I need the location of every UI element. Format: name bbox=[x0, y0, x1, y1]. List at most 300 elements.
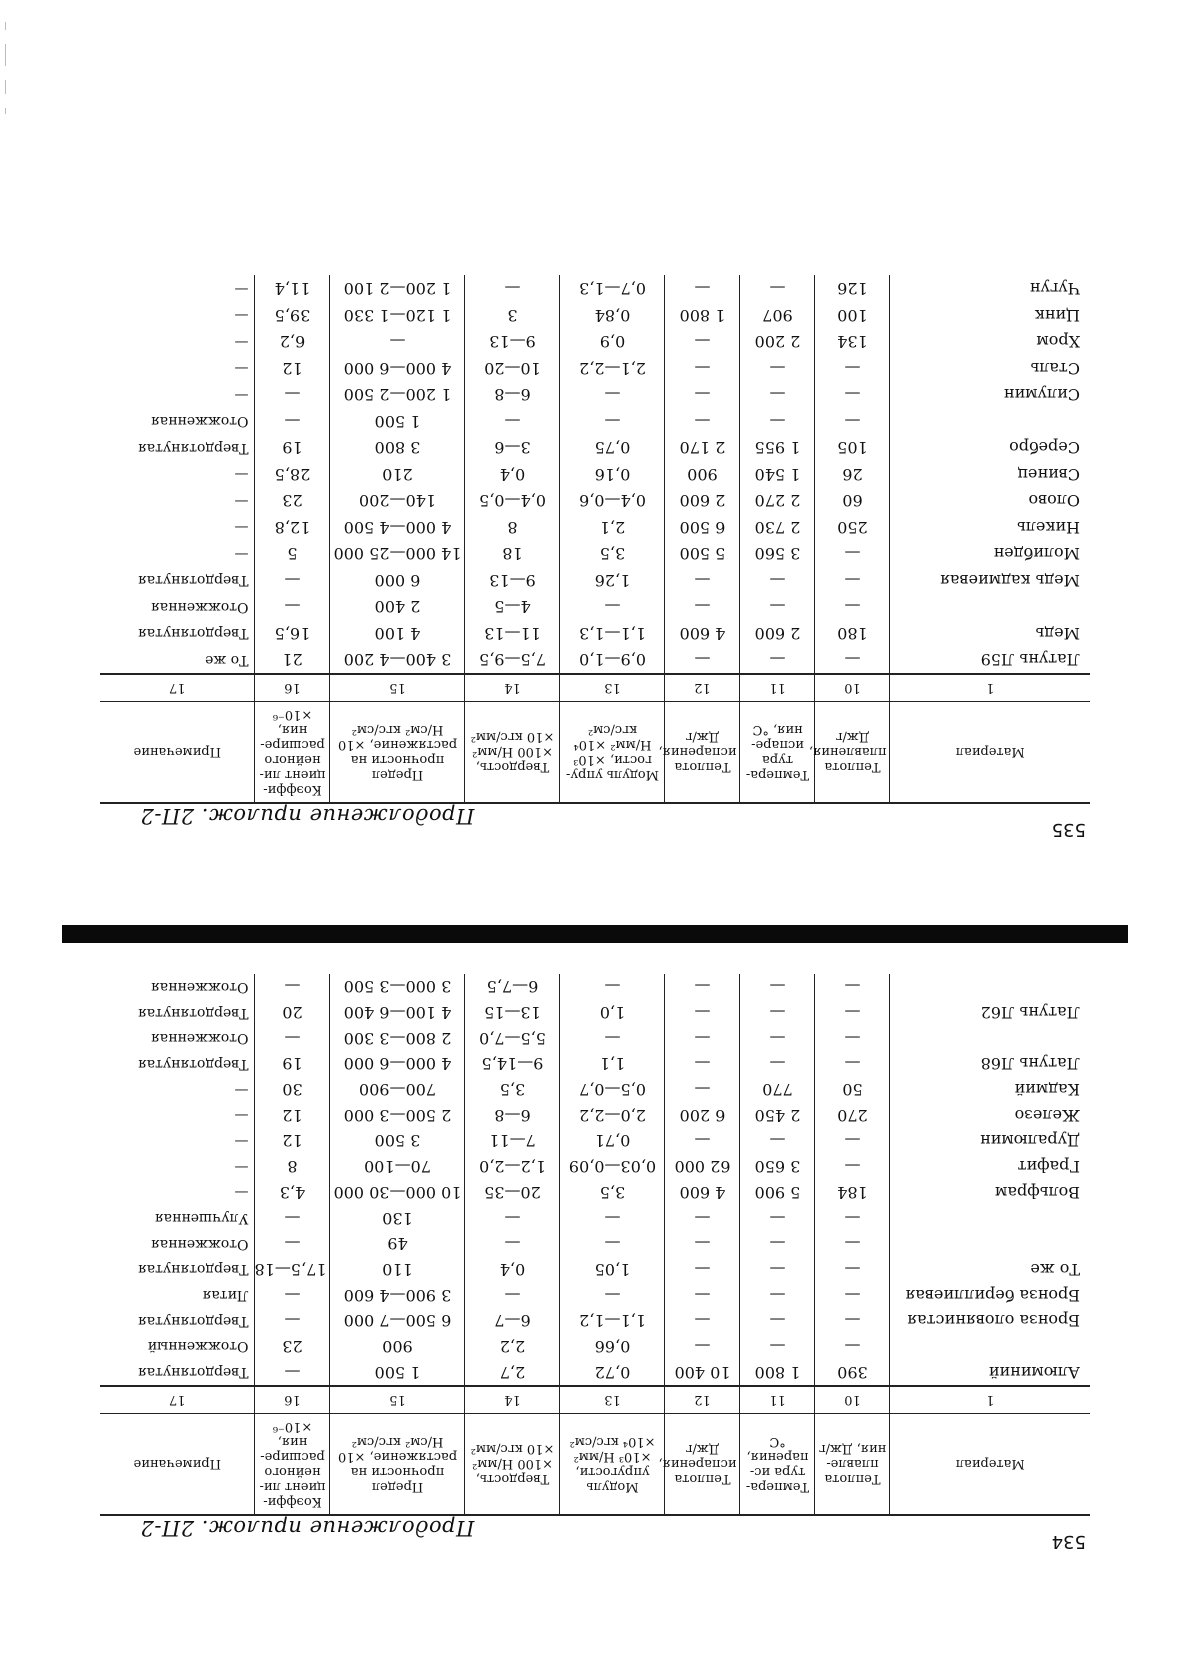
table-cell: Отожженная bbox=[100, 974, 255, 1000]
table-cell: — bbox=[665, 408, 740, 435]
materials-table-534 bbox=[100, 974, 1090, 1516]
table-cell: 180 bbox=[815, 620, 890, 647]
page-535-rotated bbox=[100, 258, 1090, 848]
table-cell: 3 800 bbox=[330, 435, 465, 462]
table-cell: 110 bbox=[330, 1257, 465, 1283]
material-name-cell bbox=[890, 408, 1090, 435]
table-cell: 1 120—1 330 bbox=[330, 302, 465, 329]
material-name-cell: Сталь bbox=[1030, 358, 1080, 378]
table-cell: 0,03—0,09 bbox=[560, 1154, 665, 1180]
table-row bbox=[100, 1257, 1090, 1283]
table-cell: 907 bbox=[740, 302, 815, 329]
table-cell: 4 100—6 400 bbox=[330, 1000, 465, 1026]
table-cell: 3 560 bbox=[740, 541, 815, 568]
table-cell: — bbox=[665, 1025, 740, 1051]
page-534 bbox=[100, 977, 1090, 1560]
table-cell: — bbox=[815, 1025, 890, 1051]
materials-table-535 bbox=[100, 276, 1090, 805]
table-cell: 2 600 bbox=[665, 488, 740, 515]
table-cell: — bbox=[665, 567, 740, 594]
table-cell: 2,1—2,2 bbox=[560, 355, 665, 382]
table-row bbox=[100, 1308, 1090, 1334]
table-cell: — bbox=[560, 1282, 665, 1308]
material-name-cell: Латунь Л62 bbox=[980, 1003, 1080, 1023]
table-cell: — bbox=[815, 1257, 890, 1283]
table-cell: — bbox=[255, 594, 330, 621]
column-number: 16 bbox=[255, 674, 330, 702]
table-cell: 62 000 bbox=[665, 1154, 740, 1180]
table-cell: 1 800 bbox=[665, 302, 740, 329]
table-cell: — bbox=[815, 1128, 890, 1154]
table-cell: 1 200—2 500 bbox=[330, 382, 465, 409]
table-cell: 50 bbox=[815, 1077, 890, 1103]
column-header: Материал bbox=[890, 1414, 1090, 1516]
table-cell: 105 bbox=[815, 435, 890, 462]
table-cell: — bbox=[100, 514, 255, 541]
table-cell: Твердотянутая bbox=[100, 1359, 255, 1386]
table-cell: — bbox=[100, 1154, 255, 1180]
table-cell: 0,16 bbox=[560, 461, 665, 488]
material-name-cell: Никель bbox=[1017, 517, 1080, 537]
table-cell: Литая bbox=[100, 1282, 255, 1308]
table-cell: 3,5 bbox=[560, 541, 665, 568]
column-number: 15 bbox=[330, 674, 465, 702]
table-cell: — bbox=[560, 408, 665, 435]
table-cell: Отожженная bbox=[100, 1231, 255, 1257]
table-cell: — bbox=[330, 329, 465, 356]
table-cell: — bbox=[465, 408, 560, 435]
table-cell: — bbox=[815, 408, 890, 435]
column-number: 13 bbox=[560, 1386, 665, 1414]
table-cell: 6—8 bbox=[465, 382, 560, 409]
table-cell: 9—13 bbox=[465, 329, 560, 356]
table-cell: — bbox=[665, 276, 740, 303]
column-number: 10 bbox=[815, 674, 890, 702]
table-cell: 0,4 bbox=[465, 461, 560, 488]
table-cell: Отожженная bbox=[100, 408, 255, 435]
table-cell: 2 200 bbox=[740, 329, 815, 356]
table-row bbox=[100, 1077, 1090, 1103]
material-name-cell: Графит bbox=[1017, 1157, 1080, 1177]
table-cell: — bbox=[665, 1077, 740, 1103]
table-cell: 18 bbox=[465, 541, 560, 568]
table-cell: 250 bbox=[815, 514, 890, 541]
table-cell: 4,3 bbox=[255, 1180, 330, 1206]
table-cell: 16,5 bbox=[255, 620, 330, 647]
table-cell: 14 000—25 000 bbox=[330, 541, 465, 568]
column-header: Твердость, ×100 Н/мм² ×10 кгс/мм² bbox=[465, 1414, 560, 1516]
table-row bbox=[100, 1282, 1090, 1308]
scan-marks bbox=[4, 8, 8, 158]
table-cell: 21 bbox=[255, 647, 330, 675]
column-header: Твердость, ×100 Н/мм² ×10 кгс/мм² bbox=[465, 702, 560, 804]
column-number-row bbox=[100, 1386, 1090, 1414]
table-cell: — bbox=[665, 1205, 740, 1231]
material-name-cell: Дуралюмин bbox=[979, 1131, 1080, 1151]
table-cell: 8 bbox=[465, 514, 560, 541]
table-cell: Отожженная bbox=[100, 1025, 255, 1051]
table-cell: 2 450 bbox=[740, 1102, 815, 1128]
material-name-cell bbox=[890, 1025, 1090, 1051]
table-row bbox=[100, 1154, 1090, 1180]
table-cell: 1,1—1,3 bbox=[560, 620, 665, 647]
table-cell: 17,5—18 bbox=[255, 1257, 330, 1283]
table-cell: — bbox=[100, 355, 255, 382]
column-number: 1 bbox=[890, 674, 1090, 702]
table-cell: 3—6 bbox=[465, 435, 560, 462]
table-cell: — bbox=[815, 1051, 890, 1077]
table-cell: — bbox=[815, 1231, 890, 1257]
table-cell: 6—7,5 bbox=[465, 974, 560, 1000]
table-row bbox=[100, 974, 1090, 1000]
column-number: 12 bbox=[665, 1386, 740, 1414]
column-header: Материал bbox=[890, 702, 1090, 804]
table-cell: 4 600 bbox=[665, 620, 740, 647]
table-cell: 140—200 bbox=[330, 488, 465, 515]
table-cell: 19 bbox=[255, 435, 330, 462]
material-name-cell: Латунь Л68 bbox=[980, 1054, 1080, 1074]
column-header: Теплота плавления, Дж/г bbox=[815, 702, 890, 804]
table-row bbox=[100, 514, 1090, 541]
column-header: Коэффи-циент ли-нейного расшире-ния, ×10⁻⁶ bbox=[255, 1414, 330, 1516]
column-header: Темпера-тура испаре-ния, °С bbox=[740, 702, 815, 804]
table-cell: Твердотянутая bbox=[100, 1051, 255, 1077]
table-cell: 12,8 bbox=[255, 514, 330, 541]
table-cell: — bbox=[100, 541, 255, 568]
table-cell: 1,2—2,0 bbox=[465, 1154, 560, 1180]
table-cell: — bbox=[665, 647, 740, 675]
table-cell: — bbox=[815, 647, 890, 675]
table-cell: — bbox=[100, 302, 255, 329]
table-cell: 3 500 bbox=[330, 1128, 465, 1154]
material-name-cell: Силумин bbox=[1003, 385, 1080, 405]
table-cell: Твердотянутая bbox=[100, 435, 255, 462]
table-cell: — bbox=[100, 382, 255, 409]
table-cell: 49 bbox=[330, 1231, 465, 1257]
table-cell: — bbox=[465, 1282, 560, 1308]
table-cell: 3 900—4 600 bbox=[330, 1282, 465, 1308]
material-name-cell: Свинец bbox=[1017, 464, 1080, 484]
material-name-cell: Олово bbox=[1028, 491, 1080, 511]
table-cell: 2 800—3 300 bbox=[330, 1025, 465, 1051]
table-cell: — bbox=[740, 408, 815, 435]
table-cell: — bbox=[255, 567, 330, 594]
table-cell: 9—13 bbox=[465, 567, 560, 594]
table-cell: 9—14,5 bbox=[465, 1051, 560, 1077]
material-name-cell: Медь кадмиевая bbox=[939, 570, 1080, 590]
table-cell: 1 500 bbox=[330, 408, 465, 435]
table-cell: 3 650 bbox=[740, 1154, 815, 1180]
table-cell: 12 bbox=[255, 1128, 330, 1154]
table-cell: — bbox=[100, 329, 255, 356]
table-cell: 6 500—7 000 bbox=[330, 1308, 465, 1334]
table-cell: 10—20 bbox=[465, 355, 560, 382]
table-cell: — bbox=[740, 1205, 815, 1231]
table-cell: — bbox=[815, 1308, 890, 1334]
table-cell: — bbox=[255, 382, 330, 409]
table-cell: 5 900 bbox=[740, 1180, 815, 1206]
table-cell: 6—8 bbox=[465, 1102, 560, 1128]
table-cell: 2 500—3 000 bbox=[330, 1102, 465, 1128]
table-cell: — bbox=[255, 1282, 330, 1308]
table-cell: — bbox=[815, 1000, 890, 1026]
table-cell: 6—7 bbox=[465, 1308, 560, 1334]
table-row bbox=[100, 647, 1090, 675]
table-cell: 1 800 bbox=[740, 1359, 815, 1386]
page-535 bbox=[100, 258, 1090, 848]
table-cell: 6,2 bbox=[255, 329, 330, 356]
table-cell: — bbox=[465, 1205, 560, 1231]
material-name-cell: Бронза оловянистая bbox=[907, 1311, 1080, 1331]
material-name-cell: Кадмий bbox=[1014, 1080, 1080, 1100]
column-number: 14 bbox=[465, 1386, 560, 1414]
table-cell: 770 bbox=[740, 1077, 815, 1103]
table-row bbox=[100, 461, 1090, 488]
table-cell: 3 000—3 500 bbox=[330, 974, 465, 1000]
table-row bbox=[100, 435, 1090, 462]
table-row bbox=[100, 302, 1090, 329]
table-cell: 10 400 bbox=[665, 1359, 740, 1386]
table-cell: — bbox=[100, 1077, 255, 1103]
column-number: 17 bbox=[100, 674, 255, 702]
material-name-cell: Чугун bbox=[1029, 279, 1080, 299]
column-header: Предел прочности на растяжение, ×10 Н/см² кгс/см² bbox=[330, 1414, 465, 1516]
column-header: Теплота плавле-ния, Дж/г bbox=[815, 1414, 890, 1516]
material-name-cell bbox=[890, 594, 1090, 621]
table-cell: — bbox=[560, 1205, 665, 1231]
column-number: 12 bbox=[665, 674, 740, 702]
table-cell: — bbox=[740, 1257, 815, 1283]
table-cell: Твердотянутая bbox=[100, 567, 255, 594]
column-number: 14 bbox=[465, 674, 560, 702]
table-row bbox=[100, 1205, 1090, 1231]
column-header: Предел прочности на растяжение, ×10 Н/см² кгс/см² bbox=[330, 702, 465, 804]
table-row bbox=[100, 1359, 1090, 1386]
table-cell: — bbox=[815, 541, 890, 568]
page-number: 534 bbox=[1051, 1531, 1086, 1552]
header-row bbox=[100, 1414, 1090, 1516]
table-cell: — bbox=[815, 1282, 890, 1308]
table-cell: — bbox=[100, 461, 255, 488]
table-cell: 7,5—9,5 bbox=[465, 647, 560, 675]
column-header: Теплота испарения, Дж/г bbox=[665, 1414, 740, 1516]
column-number: 11 bbox=[740, 674, 815, 702]
table-cell: 1,0 bbox=[560, 1000, 665, 1026]
table-cell: — bbox=[255, 974, 330, 1000]
table-cell: Улучшенная bbox=[100, 1205, 255, 1231]
table-cell: 1 540 bbox=[740, 461, 815, 488]
table-cell: 23 bbox=[255, 1334, 330, 1360]
table-cell: 1 200—2 100 bbox=[330, 276, 465, 303]
table-cell: — bbox=[255, 1231, 330, 1257]
table-cell: — bbox=[740, 1051, 815, 1077]
column-number-row bbox=[100, 674, 1090, 702]
table-cell: — bbox=[740, 382, 815, 409]
table-cell: 4 000—6 000 bbox=[330, 355, 465, 382]
table-cell: 2 400 bbox=[330, 594, 465, 621]
table-cell: 8 bbox=[255, 1154, 330, 1180]
table-row bbox=[100, 620, 1090, 647]
table-row bbox=[100, 329, 1090, 356]
table-cell: — bbox=[665, 1000, 740, 1026]
table-cell: — bbox=[665, 382, 740, 409]
table-row bbox=[100, 408, 1090, 435]
column-number: 10 bbox=[815, 1386, 890, 1414]
table-cell: 70—100 bbox=[330, 1154, 465, 1180]
table-cell: — bbox=[740, 276, 815, 303]
table-cell: 28,5 bbox=[255, 461, 330, 488]
column-number: 13 bbox=[560, 674, 665, 702]
table-row bbox=[100, 488, 1090, 515]
table-cell: 5 bbox=[255, 541, 330, 568]
table-row bbox=[100, 1231, 1090, 1257]
column-header: Теплота испарения, Дж/г bbox=[665, 702, 740, 804]
table-cell: 5,5—7,0 bbox=[465, 1025, 560, 1051]
table-cell: — bbox=[740, 1000, 815, 1026]
table-cell: — bbox=[665, 1257, 740, 1283]
table-cell: Твердотянутая bbox=[100, 1257, 255, 1283]
table-cell: — bbox=[740, 1282, 815, 1308]
table-cell: — bbox=[665, 1231, 740, 1257]
table-cell: 26 bbox=[815, 461, 890, 488]
table-cell: — bbox=[255, 1308, 330, 1334]
table-cell: 3,5 bbox=[465, 1077, 560, 1103]
table-cell: — bbox=[100, 1128, 255, 1154]
table-cell: — bbox=[740, 1025, 815, 1051]
table-row bbox=[100, 1025, 1090, 1051]
page-number: 535 bbox=[1051, 819, 1086, 840]
material-name-cell bbox=[890, 1334, 1090, 1360]
table-cell: 4 000—4 500 bbox=[330, 514, 465, 541]
table-row bbox=[100, 567, 1090, 594]
table-cell: — bbox=[815, 382, 890, 409]
table-cell: 4—5 bbox=[465, 594, 560, 621]
page-divider-bar bbox=[62, 925, 1128, 943]
table-cell: 6 000 bbox=[330, 567, 465, 594]
table-cell: — bbox=[100, 276, 255, 303]
table-cell: — bbox=[815, 1205, 890, 1231]
table-cell: — bbox=[100, 1180, 255, 1206]
table-row bbox=[100, 1180, 1090, 1206]
table-cell: 0,4—0,5 bbox=[465, 488, 560, 515]
table-cell: — bbox=[740, 567, 815, 594]
table-cell: — bbox=[740, 974, 815, 1000]
table-cell: — bbox=[560, 1025, 665, 1051]
table-cell: — bbox=[665, 1334, 740, 1360]
table-cell: — bbox=[740, 1231, 815, 1257]
table-cell: 60 bbox=[815, 488, 890, 515]
material-name-cell: Бронза бериллиевая bbox=[905, 1285, 1080, 1305]
page-534-rotated bbox=[100, 977, 1090, 1560]
table-cell: 900 bbox=[665, 461, 740, 488]
column-header: Коэффи-циент ли-нейного расшире-ния, ×10⁻⁶ bbox=[255, 702, 330, 804]
table-cell: — bbox=[560, 974, 665, 1000]
table-cell: 0,66 bbox=[560, 1334, 665, 1360]
table-cell: — bbox=[815, 567, 890, 594]
table-cell: 4 100 bbox=[330, 620, 465, 647]
table-cell: — bbox=[255, 1359, 330, 1386]
table-row bbox=[100, 1128, 1090, 1154]
table-cell: — bbox=[560, 382, 665, 409]
table-cell: Отожженная bbox=[100, 594, 255, 621]
material-name-cell: Хром bbox=[1036, 332, 1080, 352]
table-cell: То же bbox=[100, 647, 255, 675]
table-cell: 0,75 bbox=[560, 435, 665, 462]
table-cell: 13—15 bbox=[465, 1000, 560, 1026]
material-name-cell: Серебро bbox=[1009, 438, 1080, 458]
table-cell: 134 bbox=[815, 329, 890, 356]
table-cell: 20—35 bbox=[465, 1180, 560, 1206]
table-cell: 900 bbox=[330, 1334, 465, 1360]
table-cell: 20 bbox=[255, 1000, 330, 1026]
table-cell: 2 270 bbox=[740, 488, 815, 515]
table-cell: — bbox=[665, 1051, 740, 1077]
table-cell: 1,05 bbox=[560, 1257, 665, 1283]
table-cell: — bbox=[255, 1205, 330, 1231]
table-cell: — bbox=[665, 594, 740, 621]
table-row bbox=[100, 276, 1090, 303]
column-number: 11 bbox=[740, 1386, 815, 1414]
table-cell: 126 bbox=[815, 276, 890, 303]
table-cell: 390 bbox=[815, 1359, 890, 1386]
material-name-cell: Вольфрам bbox=[994, 1182, 1080, 1202]
table-cell: 39,5 bbox=[255, 302, 330, 329]
table-caption: Продолжение прилож. 2П-2 bbox=[140, 1516, 475, 1540]
table-cell: 100 bbox=[815, 302, 890, 329]
table-cell: — bbox=[665, 1128, 740, 1154]
table-cell: 12 bbox=[255, 1102, 330, 1128]
table-cell: 19 bbox=[255, 1051, 330, 1077]
table-cell: 0,4—0,6 bbox=[560, 488, 665, 515]
table-cell: 11—13 bbox=[465, 620, 560, 647]
table-cell: 12 bbox=[255, 355, 330, 382]
table-cell: 5 500 bbox=[665, 541, 740, 568]
table-cell: 0,7—1,3 bbox=[560, 276, 665, 303]
table-cell: — bbox=[665, 355, 740, 382]
table-cell: — bbox=[100, 488, 255, 515]
table-cell: — bbox=[665, 974, 740, 1000]
material-name-cell bbox=[890, 1205, 1090, 1231]
table-cell: — bbox=[465, 276, 560, 303]
table-cell: 6 500 bbox=[665, 514, 740, 541]
table-cell: 2,7 bbox=[465, 1359, 560, 1386]
table-cell: Твердотянутая bbox=[100, 1000, 255, 1026]
table-cell: 4 600 bbox=[665, 1180, 740, 1206]
table-cell: 0,71 bbox=[560, 1128, 665, 1154]
table-cell: Твердотянутая bbox=[100, 1308, 255, 1334]
table-cell: 130 bbox=[330, 1205, 465, 1231]
table-cell: 0,84 bbox=[560, 302, 665, 329]
table-cell: 1,1—1,2 bbox=[560, 1308, 665, 1334]
table-cell: — bbox=[740, 1308, 815, 1334]
table-cell: — bbox=[255, 1025, 330, 1051]
table-cell: 2 730 bbox=[740, 514, 815, 541]
table-cell: 4 000—6 000 bbox=[330, 1051, 465, 1077]
table-cell: 1,1 bbox=[560, 1051, 665, 1077]
table-cell: 1 955 bbox=[740, 435, 815, 462]
table-cell: — bbox=[465, 1231, 560, 1257]
table-cell: — bbox=[815, 355, 890, 382]
table-row bbox=[100, 1102, 1090, 1128]
table-cell: Твердотянутая bbox=[100, 620, 255, 647]
table-cell: — bbox=[740, 647, 815, 675]
table-cell: 2 170 bbox=[665, 435, 740, 462]
table-cell: — bbox=[255, 408, 330, 435]
table-cell: — bbox=[740, 355, 815, 382]
material-name-cell: Молибден bbox=[993, 544, 1080, 564]
table-row bbox=[100, 382, 1090, 409]
table-cell: — bbox=[815, 974, 890, 1000]
